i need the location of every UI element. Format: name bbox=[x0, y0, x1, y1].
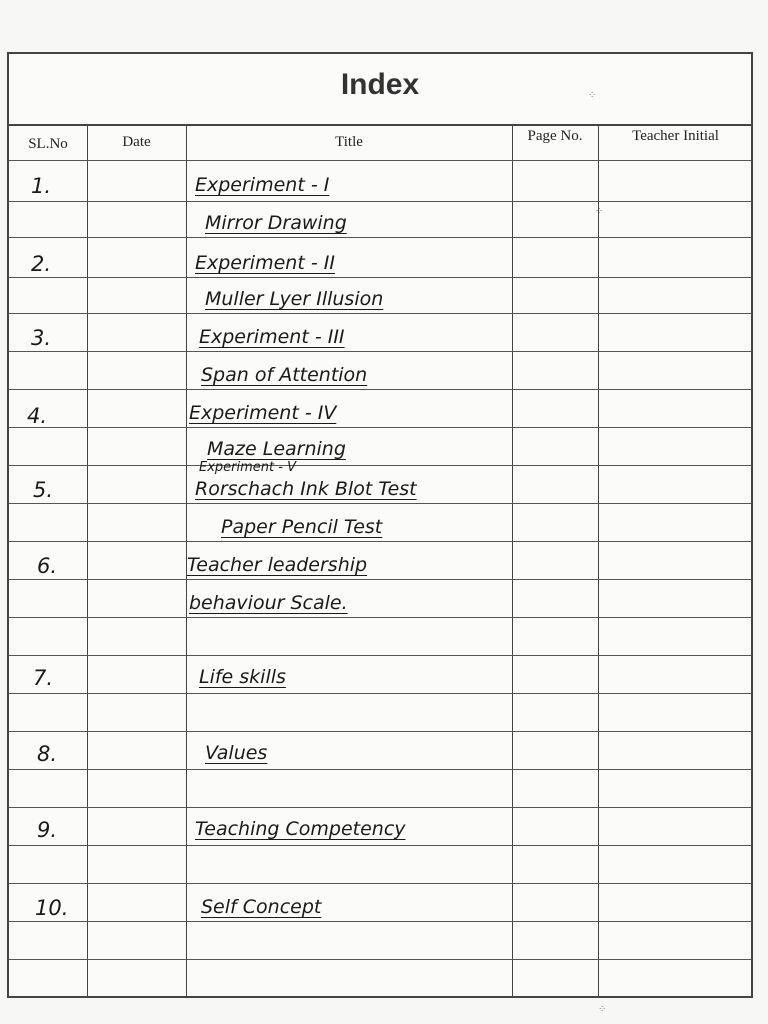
header-sl-no: SL.No bbox=[28, 136, 68, 152]
entry-title-line: Values bbox=[205, 742, 268, 764]
row-rule bbox=[9, 959, 751, 960]
entry-title-line: Span of Attention bbox=[201, 364, 368, 386]
sl-number: 7. bbox=[33, 666, 54, 690]
row-rule bbox=[9, 769, 751, 770]
entry-title-line: Muller Lyer Illusion bbox=[205, 288, 384, 310]
row-rule bbox=[9, 503, 751, 504]
column-divider bbox=[598, 124, 599, 996]
entry-title-line: Experiment - I bbox=[195, 174, 330, 196]
sl-number: 4. bbox=[27, 404, 48, 428]
entry-title-line: Rorschach Ink Blot Test bbox=[195, 478, 417, 500]
index-sheet bbox=[7, 52, 753, 998]
row-rule bbox=[9, 313, 751, 314]
row-rule bbox=[9, 277, 751, 278]
page-title: Index bbox=[340, 68, 420, 101]
row-rule bbox=[9, 465, 751, 466]
sl-number: 5. bbox=[33, 478, 54, 502]
row-rule bbox=[9, 655, 751, 656]
row-rule bbox=[9, 351, 751, 352]
header-teacher-initial: Teacher Initial bbox=[632, 128, 719, 144]
row-rule bbox=[9, 693, 751, 694]
scan-speck: ⁘ bbox=[588, 90, 597, 101]
sl-number: 3. bbox=[31, 326, 52, 350]
row-rule bbox=[9, 731, 751, 732]
scan-speck: ⁘ bbox=[595, 206, 604, 217]
row-rule bbox=[9, 845, 751, 846]
sl-number: 10. bbox=[35, 896, 69, 920]
scan-speck: ⁘ bbox=[598, 1004, 607, 1015]
entry-title-line: Self Concept bbox=[201, 896, 322, 918]
sl-number: 8. bbox=[37, 742, 58, 766]
entry-title-line: Experiment - V bbox=[199, 460, 296, 475]
entry-title-line: Experiment - II bbox=[195, 252, 335, 274]
column-divider bbox=[512, 124, 513, 996]
entry-title-line: Life skills bbox=[199, 666, 286, 688]
sl-number: 9. bbox=[37, 818, 58, 842]
sl-number: 1. bbox=[31, 174, 52, 198]
header-page-no: Page No. bbox=[527, 128, 583, 144]
row-rule bbox=[9, 237, 751, 238]
row-rule bbox=[9, 389, 751, 390]
header-date: Date bbox=[122, 134, 151, 150]
column-divider bbox=[87, 124, 88, 996]
sl-number: 2. bbox=[31, 252, 52, 276]
entry-title-line: Experiment - IV bbox=[189, 402, 337, 424]
header-rule bbox=[9, 160, 751, 161]
entry-title-line: Maze Learning bbox=[207, 438, 346, 460]
title-band bbox=[9, 54, 751, 126]
entry-title-line: Mirror Drawing bbox=[205, 212, 347, 234]
row-rule bbox=[9, 201, 751, 202]
row-rule bbox=[9, 807, 751, 808]
entry-title-line: Teacher leadership bbox=[187, 554, 368, 576]
row-rule bbox=[9, 541, 751, 542]
entry-title-line: behaviour Scale. bbox=[189, 592, 348, 614]
header-title: Title bbox=[335, 134, 363, 150]
row-rule bbox=[9, 921, 751, 922]
row-rule bbox=[9, 579, 751, 580]
entry-title-line: Paper Pencil Test bbox=[221, 516, 383, 538]
row-rule bbox=[9, 617, 751, 618]
sl-number: 6. bbox=[37, 554, 58, 578]
row-rule bbox=[9, 427, 751, 428]
entry-title-line: Teaching Competency bbox=[195, 818, 406, 840]
entry-title-line: Experiment - III bbox=[199, 326, 345, 348]
row-rule bbox=[9, 883, 751, 884]
